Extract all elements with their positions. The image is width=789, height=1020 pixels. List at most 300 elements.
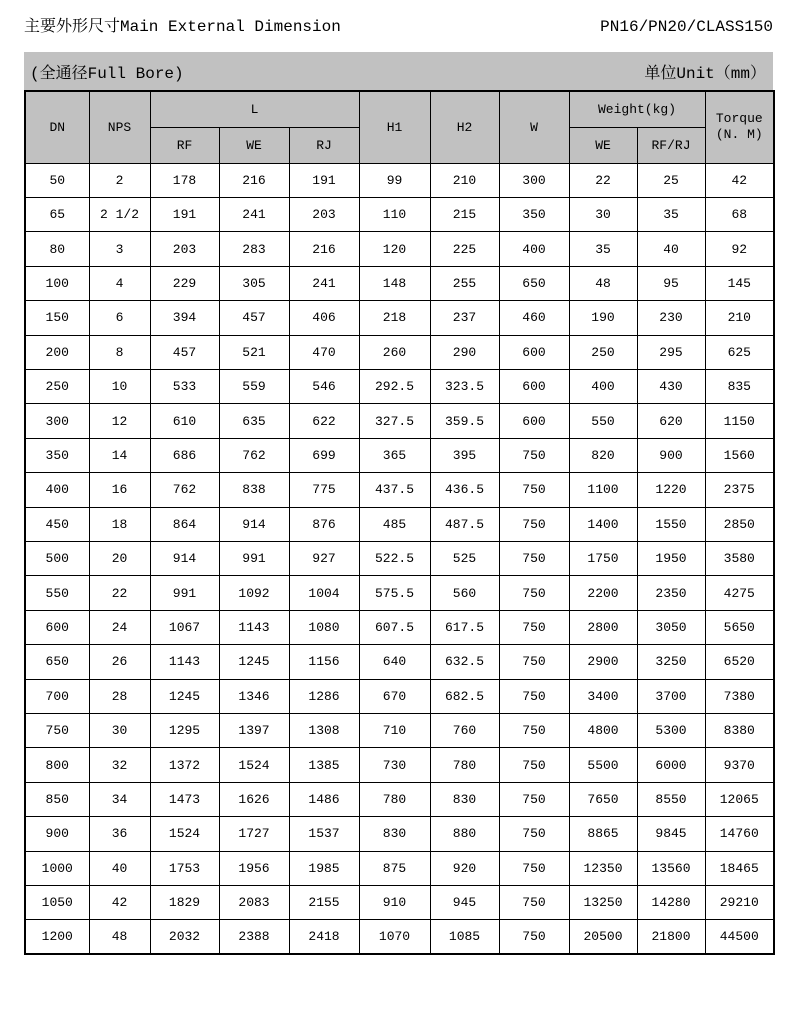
cell-l-we: 1346 — [219, 679, 289, 713]
cell-weight-rfrj: 5300 — [637, 713, 705, 747]
cell-l-rj: 1985 — [289, 851, 359, 885]
cell-l-rj: 216 — [289, 232, 359, 266]
cell-l-rf: 394 — [150, 301, 219, 335]
cell-nps: 3 — [89, 232, 150, 266]
table-row — [25, 713, 774, 747]
cell-dn: 150 — [25, 301, 89, 335]
cell-torque: 835 — [705, 370, 774, 404]
cell-l-rj: 406 — [289, 301, 359, 335]
cell-dn: 650 — [25, 645, 89, 679]
cell-weight-we: 20500 — [569, 920, 637, 954]
cell-nps: 28 — [89, 679, 150, 713]
table-row — [25, 679, 774, 713]
cell-l-we: 914 — [219, 507, 289, 541]
cell-weight-we: 3400 — [569, 679, 637, 713]
pressure-class-label: PN16/PN20/CLASS150 — [600, 18, 773, 36]
cell-l-rj: 876 — [289, 507, 359, 541]
dimension-table — [24, 90, 775, 955]
cell-h2: 525 — [430, 541, 499, 575]
cell-h2: 632.5 — [430, 645, 499, 679]
cell-h1: 437.5 — [359, 473, 430, 507]
cell-h2: 210 — [430, 163, 499, 197]
cell-w: 750 — [499, 885, 569, 919]
cell-h1: 99 — [359, 163, 430, 197]
cell-l-we: 283 — [219, 232, 289, 266]
cell-weight-rfrj: 620 — [637, 404, 705, 438]
cell-h2: 290 — [430, 335, 499, 369]
cell-weight-rfrj: 295 — [637, 335, 705, 369]
cell-l-we: 305 — [219, 266, 289, 300]
cell-h2: 830 — [430, 782, 499, 816]
cell-nps: 30 — [89, 713, 150, 747]
cell-weight-rfrj: 3700 — [637, 679, 705, 713]
cell-w: 750 — [499, 576, 569, 610]
cell-dn: 1050 — [25, 885, 89, 919]
cell-weight-rfrj: 230 — [637, 301, 705, 335]
col-header-dn: DN — [25, 91, 89, 163]
cell-torque: 4275 — [705, 576, 774, 610]
table-row — [25, 817, 774, 851]
cell-h1: 780 — [359, 782, 430, 816]
cell-w: 750 — [499, 748, 569, 782]
table-row — [25, 370, 774, 404]
cell-h2: 395 — [430, 438, 499, 472]
cell-l-we: 216 — [219, 163, 289, 197]
cell-l-rj: 775 — [289, 473, 359, 507]
col-header-weight-rfrj: RF/RJ — [637, 127, 705, 163]
cell-dn: 900 — [25, 817, 89, 851]
cell-nps: 16 — [89, 473, 150, 507]
cell-w: 600 — [499, 335, 569, 369]
cell-l-we: 1092 — [219, 576, 289, 610]
cell-l-we: 2083 — [219, 885, 289, 919]
cell-l-rj: 1286 — [289, 679, 359, 713]
cell-l-rf: 191 — [150, 198, 219, 232]
cell-weight-we: 400 — [569, 370, 637, 404]
cell-nps: 14 — [89, 438, 150, 472]
cell-l-rj: 927 — [289, 541, 359, 575]
cell-l-rj: 1156 — [289, 645, 359, 679]
cell-h1: 110 — [359, 198, 430, 232]
cell-nps: 24 — [89, 610, 150, 644]
cell-nps: 36 — [89, 817, 150, 851]
cell-weight-rfrj: 900 — [637, 438, 705, 472]
cell-l-rf: 762 — [150, 473, 219, 507]
cell-h1: 292.5 — [359, 370, 430, 404]
cell-dn: 500 — [25, 541, 89, 575]
cell-l-rf: 1295 — [150, 713, 219, 747]
cell-w: 400 — [499, 232, 569, 266]
cell-weight-we: 190 — [569, 301, 637, 335]
cell-dn: 750 — [25, 713, 89, 747]
col-header-l-rf: RF — [150, 127, 219, 163]
table-row — [25, 404, 774, 438]
cell-h1: 218 — [359, 301, 430, 335]
cell-h1: 485 — [359, 507, 430, 541]
cell-l-rf: 533 — [150, 370, 219, 404]
cell-weight-we: 30 — [569, 198, 637, 232]
cell-l-we: 559 — [219, 370, 289, 404]
cell-h2: 215 — [430, 198, 499, 232]
cell-l-rf: 1372 — [150, 748, 219, 782]
cell-nps: 10 — [89, 370, 150, 404]
cell-nps: 18 — [89, 507, 150, 541]
cell-torque: 5650 — [705, 610, 774, 644]
cell-torque: 1560 — [705, 438, 774, 472]
cell-weight-rfrj: 9845 — [637, 817, 705, 851]
cell-dn: 700 — [25, 679, 89, 713]
cell-nps: 8 — [89, 335, 150, 369]
cell-weight-we: 13250 — [569, 885, 637, 919]
cell-l-rf: 1245 — [150, 679, 219, 713]
cell-l-we: 1397 — [219, 713, 289, 747]
cell-nps: 32 — [89, 748, 150, 782]
cell-weight-rfrj: 3250 — [637, 645, 705, 679]
cell-weight-rfrj: 1950 — [637, 541, 705, 575]
cell-w: 750 — [499, 610, 569, 644]
table-row — [25, 541, 774, 575]
cell-h1: 327.5 — [359, 404, 430, 438]
cell-weight-we: 820 — [569, 438, 637, 472]
cell-w: 750 — [499, 851, 569, 885]
cell-l-rj: 1004 — [289, 576, 359, 610]
cell-h2: 682.5 — [430, 679, 499, 713]
cell-h2: 1085 — [430, 920, 499, 954]
cell-l-we: 457 — [219, 301, 289, 335]
cell-h2: 920 — [430, 851, 499, 885]
cell-l-rj: 203 — [289, 198, 359, 232]
cell-nps: 26 — [89, 645, 150, 679]
cell-l-rj: 1308 — [289, 713, 359, 747]
col-header-weight-we: WE — [569, 127, 637, 163]
cell-h2: 237 — [430, 301, 499, 335]
table-row — [25, 610, 774, 644]
cell-weight-rfrj: 95 — [637, 266, 705, 300]
cell-l-rf: 1524 — [150, 817, 219, 851]
cell-torque: 145 — [705, 266, 774, 300]
cell-dn: 80 — [25, 232, 89, 266]
cell-dn: 800 — [25, 748, 89, 782]
cell-torque: 8380 — [705, 713, 774, 747]
cell-h2: 617.5 — [430, 610, 499, 644]
cell-weight-rfrj: 14280 — [637, 885, 705, 919]
cell-l-rf: 610 — [150, 404, 219, 438]
table-row — [25, 232, 774, 266]
cell-h1: 120 — [359, 232, 430, 266]
table-body — [25, 163, 774, 954]
col-header-w: W — [499, 91, 569, 163]
cell-l-rf: 991 — [150, 576, 219, 610]
col-header-weight-group: Weight(kg) — [569, 91, 705, 127]
col-header-l-we: WE — [219, 127, 289, 163]
cell-w: 750 — [499, 817, 569, 851]
page-title: 主要外形尺寸Main External Dimension — [24, 18, 341, 36]
cell-dn: 200 — [25, 335, 89, 369]
cell-l-rj: 1537 — [289, 817, 359, 851]
col-header-nps: NPS — [89, 91, 150, 163]
cell-w: 750 — [499, 541, 569, 575]
cell-weight-we: 35 — [569, 232, 637, 266]
cell-h1: 522.5 — [359, 541, 430, 575]
cell-nps: 22 — [89, 576, 150, 610]
cell-h2: 945 — [430, 885, 499, 919]
cell-weight-rfrj: 8550 — [637, 782, 705, 816]
cell-nps: 42 — [89, 885, 150, 919]
table-row — [25, 266, 774, 300]
cell-torque: 9370 — [705, 748, 774, 782]
cell-nps: 2 — [89, 163, 150, 197]
cell-l-rf: 457 — [150, 335, 219, 369]
cell-l-rj: 191 — [289, 163, 359, 197]
cell-dn: 550 — [25, 576, 89, 610]
table-row — [25, 885, 774, 919]
cell-weight-rfrj: 21800 — [637, 920, 705, 954]
cell-torque: 2850 — [705, 507, 774, 541]
cell-h1: 730 — [359, 748, 430, 782]
cell-l-rj: 622 — [289, 404, 359, 438]
cell-h2: 323.5 — [430, 370, 499, 404]
cell-dn: 600 — [25, 610, 89, 644]
cell-h1: 670 — [359, 679, 430, 713]
cell-dn: 850 — [25, 782, 89, 816]
cell-torque: 44500 — [705, 920, 774, 954]
cell-l-rj: 2155 — [289, 885, 359, 919]
cell-torque: 3580 — [705, 541, 774, 575]
cell-l-rj: 470 — [289, 335, 359, 369]
cell-torque: 18465 — [705, 851, 774, 885]
cell-weight-we: 550 — [569, 404, 637, 438]
cell-weight-rfrj: 6000 — [637, 748, 705, 782]
cell-l-rf: 914 — [150, 541, 219, 575]
cell-torque: 6520 — [705, 645, 774, 679]
cell-l-rf: 1753 — [150, 851, 219, 885]
cell-l-we: 762 — [219, 438, 289, 472]
cell-l-rf: 1473 — [150, 782, 219, 816]
cell-dn: 300 — [25, 404, 89, 438]
col-header-l-group: L — [150, 91, 359, 127]
cell-torque: 7380 — [705, 679, 774, 713]
cell-dn: 250 — [25, 370, 89, 404]
cell-h2: 255 — [430, 266, 499, 300]
cell-torque: 92 — [705, 232, 774, 266]
cell-l-we: 1245 — [219, 645, 289, 679]
cell-weight-rfrj: 35 — [637, 198, 705, 232]
cell-weight-we: 2800 — [569, 610, 637, 644]
cell-w: 600 — [499, 370, 569, 404]
cell-nps: 12 — [89, 404, 150, 438]
table-row — [25, 335, 774, 369]
cell-weight-we: 1400 — [569, 507, 637, 541]
cell-nps: 2 1/2 — [89, 198, 150, 232]
cell-torque: 2375 — [705, 473, 774, 507]
cell-dn: 450 — [25, 507, 89, 541]
cell-weight-we: 250 — [569, 335, 637, 369]
subtitle-band — [24, 52, 773, 90]
cell-l-rj: 699 — [289, 438, 359, 472]
cell-h1: 148 — [359, 266, 430, 300]
cell-dn: 100 — [25, 266, 89, 300]
cell-l-we: 838 — [219, 473, 289, 507]
cell-h1: 710 — [359, 713, 430, 747]
cell-dn: 1000 — [25, 851, 89, 885]
bore-type-label: (全通径Full Bore) — [30, 64, 184, 83]
cell-l-we: 1727 — [219, 817, 289, 851]
table-row — [25, 163, 774, 197]
cell-l-rj: 1385 — [289, 748, 359, 782]
cell-weight-we: 22 — [569, 163, 637, 197]
cell-l-we: 1956 — [219, 851, 289, 885]
cell-w: 750 — [499, 507, 569, 541]
cell-torque: 42 — [705, 163, 774, 197]
cell-l-we: 635 — [219, 404, 289, 438]
cell-l-we: 991 — [219, 541, 289, 575]
table-row — [25, 645, 774, 679]
cell-torque: 14760 — [705, 817, 774, 851]
cell-weight-we: 2900 — [569, 645, 637, 679]
cell-w: 750 — [499, 438, 569, 472]
cell-l-rf: 203 — [150, 232, 219, 266]
cell-weight-rfrj: 40 — [637, 232, 705, 266]
cell-w: 750 — [499, 782, 569, 816]
cell-weight-we: 1100 — [569, 473, 637, 507]
cell-l-we: 521 — [219, 335, 289, 369]
cell-weight-we: 12350 — [569, 851, 637, 885]
cell-weight-we: 48 — [569, 266, 637, 300]
table-row — [25, 438, 774, 472]
cell-w: 750 — [499, 679, 569, 713]
cell-l-rj: 1080 — [289, 610, 359, 644]
cell-w: 750 — [499, 645, 569, 679]
table-row — [25, 301, 774, 335]
cell-nps: 20 — [89, 541, 150, 575]
cell-weight-rfrj: 3050 — [637, 610, 705, 644]
cell-torque: 210 — [705, 301, 774, 335]
cell-l-rf: 2032 — [150, 920, 219, 954]
cell-w: 750 — [499, 713, 569, 747]
cell-w: 460 — [499, 301, 569, 335]
cell-l-we: 1524 — [219, 748, 289, 782]
cell-weight-we: 4800 — [569, 713, 637, 747]
cell-dn: 350 — [25, 438, 89, 472]
cell-h2: 225 — [430, 232, 499, 266]
cell-l-we: 1143 — [219, 610, 289, 644]
cell-h2: 560 — [430, 576, 499, 610]
table-row — [25, 507, 774, 541]
cell-h2: 359.5 — [430, 404, 499, 438]
cell-l-rf: 229 — [150, 266, 219, 300]
cell-h1: 260 — [359, 335, 430, 369]
title-row — [24, 18, 773, 37]
cell-weight-rfrj: 1220 — [637, 473, 705, 507]
col-header-l-rj: RJ — [289, 127, 359, 163]
cell-dn: 50 — [25, 163, 89, 197]
cell-h1: 365 — [359, 438, 430, 472]
cell-nps: 6 — [89, 301, 150, 335]
cell-h1: 830 — [359, 817, 430, 851]
cell-l-rf: 1829 — [150, 885, 219, 919]
cell-weight-we: 7650 — [569, 782, 637, 816]
torque-label-line1: Torque — [715, 111, 763, 127]
cell-l-rf: 178 — [150, 163, 219, 197]
cell-dn: 1200 — [25, 920, 89, 954]
col-header-h1: H1 — [359, 91, 430, 163]
table-row — [25, 473, 774, 507]
cell-w: 650 — [499, 266, 569, 300]
unit-label: 单位Unit（mm） — [644, 64, 766, 83]
cell-l-rf: 864 — [150, 507, 219, 541]
table-row — [25, 920, 774, 954]
torque-label-line2: (N. M) — [715, 127, 763, 143]
cell-weight-we: 1750 — [569, 541, 637, 575]
cell-w: 600 — [499, 404, 569, 438]
cell-nps: 4 — [89, 266, 150, 300]
cell-h1: 1070 — [359, 920, 430, 954]
cell-dn: 65 — [25, 198, 89, 232]
cell-l-we: 1626 — [219, 782, 289, 816]
cell-h1: 575.5 — [359, 576, 430, 610]
cell-h1: 640 — [359, 645, 430, 679]
cell-h1: 910 — [359, 885, 430, 919]
cell-h1: 607.5 — [359, 610, 430, 644]
cell-l-we: 2388 — [219, 920, 289, 954]
cell-l-rf: 1067 — [150, 610, 219, 644]
cell-nps: 48 — [89, 920, 150, 954]
table-row — [25, 782, 774, 816]
cell-torque: 29210 — [705, 885, 774, 919]
cell-h2: 487.5 — [430, 507, 499, 541]
cell-nps: 34 — [89, 782, 150, 816]
cell-h2: 880 — [430, 817, 499, 851]
cell-dn: 400 — [25, 473, 89, 507]
col-header-h2: H2 — [430, 91, 499, 163]
cell-weight-rfrj: 25 — [637, 163, 705, 197]
cell-l-we: 241 — [219, 198, 289, 232]
cell-nps: 40 — [89, 851, 150, 885]
table-row — [25, 748, 774, 782]
cell-h2: 436.5 — [430, 473, 499, 507]
cell-l-rj: 546 — [289, 370, 359, 404]
cell-weight-we: 5500 — [569, 748, 637, 782]
cell-l-rj: 241 — [289, 266, 359, 300]
cell-w: 750 — [499, 920, 569, 954]
cell-weight-rfrj: 430 — [637, 370, 705, 404]
table-row — [25, 576, 774, 610]
cell-h2: 780 — [430, 748, 499, 782]
cell-h2: 760 — [430, 713, 499, 747]
cell-w: 350 — [499, 198, 569, 232]
cell-torque: 12065 — [705, 782, 774, 816]
cell-weight-we: 2200 — [569, 576, 637, 610]
cell-l-rf: 686 — [150, 438, 219, 472]
cell-torque: 1150 — [705, 404, 774, 438]
cell-weight-rfrj: 1550 — [637, 507, 705, 541]
cell-l-rj: 2418 — [289, 920, 359, 954]
table-header — [25, 91, 774, 163]
cell-l-rj: 1486 — [289, 782, 359, 816]
table-row — [25, 198, 774, 232]
cell-weight-rfrj: 2350 — [637, 576, 705, 610]
cell-l-rf: 1143 — [150, 645, 219, 679]
cell-torque: 625 — [705, 335, 774, 369]
cell-h1: 875 — [359, 851, 430, 885]
col-header-torque — [705, 91, 774, 163]
cell-weight-rfrj: 13560 — [637, 851, 705, 885]
cell-w: 750 — [499, 473, 569, 507]
cell-torque: 68 — [705, 198, 774, 232]
table-row — [25, 851, 774, 885]
cell-w: 300 — [499, 163, 569, 197]
cell-weight-we: 8865 — [569, 817, 637, 851]
